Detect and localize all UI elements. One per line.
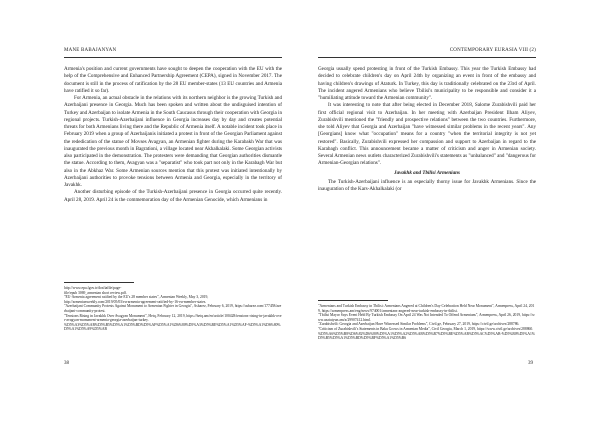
paragraph: Georgia usually spend protesting in front of the Turkish Embassy. This year the Turkish Embassy had decided to celebrate children's day on April 24th by organizing an event in front of the embassy and having children's drawings of Ataturk. In Turkey, this day is traditionally celebrated on the 23rd of April. The incident angered Armenians who believe Tbilisi's municipality to be responsible and consider it a "humiliating attitude toward the Armenian community". <box>318 66 536 101</box>
footnote: http://www.epa.fgov.tr/dosfiafile/page- <box>64 286 122 290</box>
footnote: file/epub 3069_armenian short review.pdf. <box>64 290 127 295</box>
body-text <box>64 66 282 204</box>
running-header-journal: CONTEMPORARY EURASIA VIII (2) <box>449 48 536 53</box>
footnote: "Zurabishvili: Georgia and Azerbaijan Have Witnessed Similar Problems", Civil.ge, February 27, 2019, https://civil.ge/archives/288786. <box>318 322 520 327</box>
section-heading: Javakhk and Tbilisi Armenians <box>394 169 460 176</box>
running-header <box>64 47 282 58</box>
footnote: %D5%A3%D5%AB%D5%B5%D5%A1%D5%BD%D5%AF%D5%A1%D6%80%D5%A3%D5%BE%D5%A1%D5%AF-%D5%A1%D6%80%D5%A1%D5%A9%D5%AB <box>64 322 281 332</box>
footnote: http://armenianweekly.com/2019/05/03/eu-armenia-agreement-ratified-by-16-eu-member-states. <box>64 299 207 304</box>
footnote: "Armenians and Turkish Embassy in Tbilisi: Armenians Angered at Children's Day Celebration Held Near Monument", Armenpress, April 24, 2019, https://armenpress.am/eng/news/974001/armenians-angered-near-turkish-embassy-in-tbilisi. <box>318 304 535 313</box>
page-number: 39 <box>528 361 533 366</box>
footnotes <box>318 304 536 341</box>
footnote: "EU-Armenia agreement ratified by the EU's 28 member states", Armenian Weekly, May 3, 2019, <box>64 295 209 300</box>
running-header-author: MANE BABAJANYAN <box>64 48 117 53</box>
footnote: "Tbilisi Mayor Says Event Held By Turkish Embassy On April 24 Was Not Intended To Offend Armenians", Armenpress, April 26, 2019, https://www.azatutyun.am/a/29907412.html. <box>318 313 535 322</box>
paragraph: Armenia's position and current governments have sought to deepen the cooperation with the EU with the help of the Comprehensive and Enhanced Partnership Agreement (CEPA), signed in November 2017. The document is still in the process of ratification by the 28 EU member-states (13 EU countries and Armenia have ratified it so far). <box>64 66 282 94</box>
footnotes <box>64 286 282 332</box>
paragraph: Another disturbing episode of the Turkish-Azerbaijani presence in Georgia occurred quite recently. April 28, 2019. April 24 is the commemoration day of the Armenian Genocide, which Armenians in <box>64 189 282 203</box>
paragraph: For Armenia, an actual obstacle in the relations with its northern neighbor is the growing Turkish and Azerbaijani presence in Georgia. Much has been spoken and written about the undisguised intention of Turkey and Azerbaijan to isolate Armenia in the South Caucasus through their cooperation with Georgia in regional projects. Turkish-Azerbaijani influence in Georgia increases day by day and creates potential threats for both Armenians living there and the Republic of Armenia itself. A notable incident took place in February 2019 when a group of Azerbaijanis initiated a protest in front of the Georgian Parliament against the rededication of the statue of Movses Avagyan, an Armenian fighter during the Karabakh War that was inaugurated the previous month in Bagrationi, a village located near Akhalkalaki. Some Georgian activists also participated in the demonstration. The protesters were demanding that Georgian authorities dismantle the statue. According to them, Avagyan was a "separatist" who took part not only in the Karabagh War but also in the Abkhaz War. Some Armenian sources mention that this protest was initiated intentionally by Azerbaijani authorities to provoke tensions between Armenia and Georgia, especially in the territory of Javakhk. <box>64 95 282 188</box>
footnote-rule <box>318 300 388 301</box>
footnote-rule <box>64 282 134 283</box>
running-header <box>318 47 536 58</box>
footnote: "Tensions Rising in Javakhk Over Avagyan Monument", Hetq, February 12, 2019, https://hetq.am/en/article/100428/tensions-rising-in-javakhk-over-avagyan-monument-armenia-georgia-azerbaijan-turkey. <box>64 313 282 323</box>
footnote: "Azerbaijani Community Protests Against Monument to Armenian Fighter in Georgia", Asbarez, February 6, 2019, https://asbarez.com/177458/azerbaijani-community-protest. <box>64 304 282 313</box>
page-number: 38 <box>64 361 69 366</box>
paragraph: It was interesting to note that after being elected in December 2018, Salome Zurabishvili paid her first official regional visit to Azerbaijan. In her meeting with Azerbaijan President Ilham Aliyev, Zurabishvili mentioned the "friendly and prospective relations" between the two countries. Furthermore, she told Aliyev that Georgia and Azerbaijan "have witnessed similar problems in the recent years". Any [Georgians] know what "occupation" means for a country "when the territorial integrity is not yet restored". Basically, Zurabishvili expressed her compassion and support to Azerbaijan in regard to the Karabagh conflict. This announcement became a matter of criticism and anger in Armenian society. Several Armenian news outlets characterized Zurabishvili's statements as "unbalanced" and "dangerous for Armenian-Georgian relations". <box>318 102 536 167</box>
footnote: "Criticism of Zurabishvili's Statements in Baku Grows in Armenian Media", Civil Georgia, March 1, 2019, https://www.civil.ge/archives/288860. <box>318 326 534 331</box>
body-text <box>318 66 536 193</box>
right-page <box>300 0 600 424</box>
footnote: %D5%A6%D5%B8%D6%82%D6%80%D5%A1%D5%A2%D5%AB%D5%B7%D5%BE%D5%AB%D5%AC%D5%AB-%D5%B0%D5%A1%D5%B5%D5%A1%D5%BD%D5%BF%D5%A1%D5%B6 <box>318 331 535 341</box>
paragraph: The Turkish-Azerbaijani influence is an especially thorny issue for Javakhk Armenians. Since the inauguration of the Kars-Akhalkalaki (or <box>318 178 536 192</box>
